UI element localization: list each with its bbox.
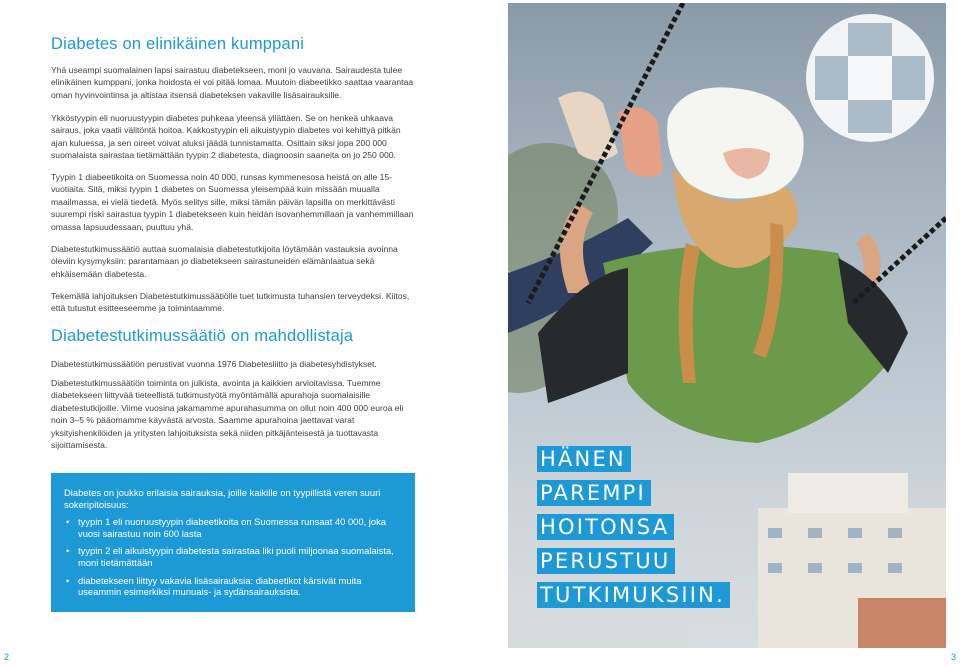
info-box-bullet bbox=[64, 516, 401, 539]
bullet-text: tyypin 2 eli aikuistyypin diabetesta sairastaa liki puoli miljoonaa suomalaista, moni tietämättään bbox=[78, 545, 394, 568]
page-number-left: 2 bbox=[4, 652, 10, 662]
paragraph: Yhä useampi suomalainen lapsi sairastuu diabetekseen, moni jo vauvana. Sairaudesta tulee elinikäinen kumppani, jonka hoidosta ei voi pitää lomaa. Muutoin diabeetikko saattaa vaarantaa oman hyvinvointinsa ja altistaa itsensä diabeteksen vakaville lisäsairauksille. bbox=[51, 65, 414, 100]
info-box-bullet bbox=[64, 575, 401, 598]
paragraph: Ykköstyypin eli nuoruustyypin diabetes puhkeaa yleensä yllättäen. Se on henkeä uhkaava sairaus, joka vaatii välitöntä hoitoa. Kakkostyypin eli aikuistyypin diabetes voi kehittyä pitkän ajan kuluessa, ja sen oireet voivat aluksi jäädä tunnistamatta. Osittain siksi jopa 200 000 suomalaista sairastaa tietämättään tyypin 2 diabetesta, diagnoosin saaneita on jo 250 000. bbox=[51, 113, 401, 161]
bullet-text: diabetekseen liittyy vakavia lisäsairauksia: diabeetikot kärsivät muita useammin esimerkiksi munuais- ja sydänsairauksista. bbox=[78, 574, 362, 598]
headline-line: PAREMPI bbox=[537, 480, 651, 506]
paragraph: Tyypin 1 diabeetikoita on Suomessa noin 40 000, runsas kymmenesosa heistä on alle 15-vuotiaita. Sitä, miksi tyypin 1 diabetes on Suomessa yleisempää kuin missään muualla maailmassa, ei vielä tiedetä. Myös selitys sille, miksi tämän päivän lapsilla on merkittävästi suurempi riski sairastua tyypin 1 diabetekseen kuin heidän isovanhemmillaan ja vanhemmillaan omassa lapsuudessaan, puuttuu yhä. bbox=[51, 172, 414, 232]
headline-line: PERUSTUU bbox=[537, 548, 675, 574]
paragraph: Diabetestutkimussäätiön toiminta on julkista, avointa ja kaikkien arvioitavissa. Tuemme diabetekseen liittyvää tieteellistä tutkimustyötä myöntämällä apurahoja suomalaisille diabetestutkijoille. Viime vuosina jakamamme apurahasumma on ollut noin 400 000 euroa eli noin 3–5 % pääomamme käyvästä arvosta. Saamme apurahoina jaettavat varat yksityishenkilöiden ja yritysten lahjoituksista sekä niiden pitkäjänteisestä ja tuottavasta sijoittamisesta. bbox=[51, 378, 404, 451]
headline-line: HOITONSA bbox=[537, 514, 674, 540]
headline bbox=[537, 446, 730, 616]
logo-cross-icon bbox=[806, 14, 934, 142]
paragraph: Diabetestutkimussäätiön perustivat vuonna 1976 Diabetesliitto ja diabetesyhdistykset. bbox=[51, 359, 377, 369]
headline-line: HÄNEN bbox=[537, 446, 631, 472]
bullet-text: tyypin 1 eli nuoruustyypin diabeetikoita on Suomessa runsaat 40 000, joka vuosi sairastuu noin 600 lasta bbox=[78, 516, 387, 539]
paragraph: Diabetestutkimussäätiö auttaa suomalaisia diabetestutkijoita löytämään vastauksia avoinna oleviin kysymyksiin: parantamaan jo diabetekseen sairastuneiden elämänlaatua sekä ehkäisemään diabetesta. bbox=[51, 244, 398, 279]
info-box bbox=[51, 473, 415, 612]
headline-line: TUTKIMUKSIIN. bbox=[537, 582, 730, 608]
bullet-icon: • bbox=[66, 545, 70, 557]
page-number-right: 3 bbox=[951, 652, 957, 662]
paragraph: Tekemällä lahjoituksen Diabetestutkimussäätiölle tuet tutkimusta tuhansien terveydeksi. Kiitos, että tutustut esitteeseemme ja toimintaamme. bbox=[51, 291, 410, 314]
section-heading-lifelong-companion: Diabetes on elinikäinen kumppani bbox=[51, 35, 305, 53]
info-box-bullet bbox=[64, 545, 401, 568]
cap-shape bbox=[667, 87, 803, 198]
bullet-icon: • bbox=[66, 516, 70, 528]
bullet-icon: • bbox=[66, 574, 70, 586]
section-heading-enabler: Diabetestutkimussäätiö on mahdollistaja bbox=[51, 327, 354, 345]
info-box-intro: Diabetes on joukko erilaisia sairauksia, joille kaikille on tyypillistä veren suuri sokeripitoisuus: bbox=[64, 487, 381, 510]
info-box-list bbox=[64, 516, 401, 598]
